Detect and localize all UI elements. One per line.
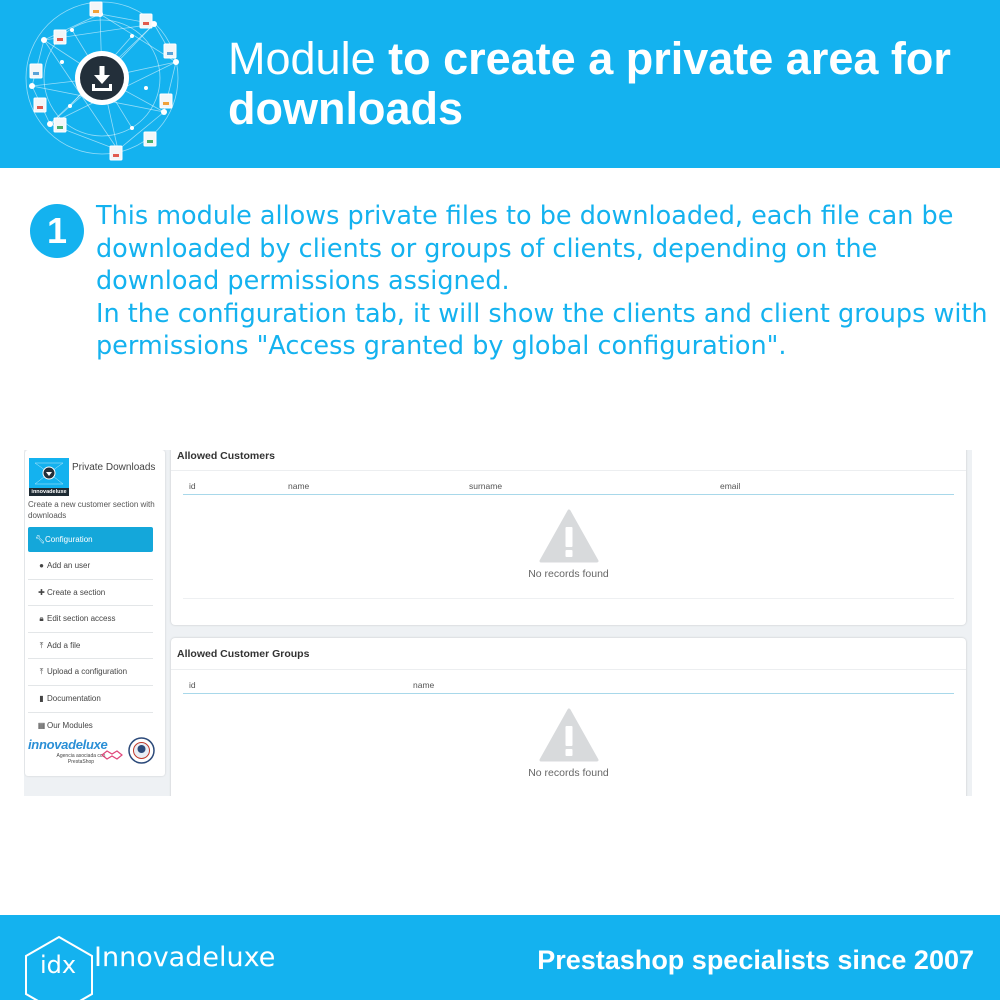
module-logo-network-icon <box>29 458 69 488</box>
partner-brand: innovadeluxe <box>28 737 108 752</box>
partner-subtitle: Agencia asociada con PrestaShop <box>56 753 106 765</box>
menu-item-add-file[interactable] <box>28 633 153 660</box>
menu-item-edit-section-access[interactable] <box>28 606 153 633</box>
menu-item-label: Documentation <box>47 693 101 703</box>
step-paragraph-2: In the configuration tab, it will show the clients and client groups with permissions "Access granted by global configuration". <box>96 298 988 361</box>
menu-item-label: Configuration <box>45 535 93 544</box>
warning-icon <box>539 708 599 762</box>
partner-badges <box>28 736 156 766</box>
warning-icon <box>539 509 599 563</box>
table-header <box>183 670 954 694</box>
footer-banner <box>0 915 1000 1000</box>
page-title <box>228 34 988 134</box>
menu-item-add-user[interactable] <box>28 553 153 580</box>
menu-item-documentation[interactable] <box>28 686 153 713</box>
idx-logo <box>24 935 94 1000</box>
menu-item-configuration[interactable] <box>28 527 153 552</box>
no-records-message: No records found <box>528 767 609 779</box>
module-description: Create a new customer section with downloads <box>28 500 155 520</box>
menu-item-label: Edit section access <box>47 614 116 624</box>
user-icon: ● <box>39 561 44 570</box>
allowed-customer-groups-panel <box>171 638 966 796</box>
cubes-icon: ▦ <box>37 720 46 730</box>
module-title: Private Downloads <box>72 462 156 473</box>
page-title-light: Module <box>228 33 376 84</box>
header-banner <box>0 0 1000 168</box>
download-network-icon <box>14 0 192 168</box>
lock-icon: 🔒︎ <box>39 614 44 624</box>
step-paragraph-1: This module allows private files to be downloaded, each file can be downloaded by clients or groups of clients, depending on the download permissions assigned. <box>96 201 954 296</box>
upload-icon: ⤒ <box>39 640 44 650</box>
empty-state <box>183 694 954 796</box>
empty-state <box>183 495 954 599</box>
footer-tagline: Prestashop specialists since 2007 <box>537 945 974 975</box>
step-description <box>96 200 994 363</box>
menu-item-label: Add a file <box>47 640 81 650</box>
column-header-email[interactable]: email <box>720 481 741 491</box>
column-header-id[interactable]: id <box>189 481 196 491</box>
column-header-name[interactable]: name <box>413 680 435 690</box>
plus-icon: ✚ <box>38 587 45 597</box>
handshake-icon <box>101 748 123 762</box>
menu-item-label: Our Modules <box>47 720 93 730</box>
menu-item-label: Create a section <box>47 587 106 597</box>
prestashop-partner-icon <box>128 737 155 764</box>
brand-name: Innovadeluxe <box>94 942 276 973</box>
upload-icon: ⤒ <box>39 667 44 677</box>
module-menu <box>28 527 153 739</box>
column-header-name[interactable]: name <box>288 481 310 491</box>
panel-title: Allowed Customer Groups <box>171 638 966 670</box>
page-title-bold: to create a private area for downloads <box>228 33 951 134</box>
table-header <box>183 471 954 495</box>
module-logo-brand: innovadeluxe <box>29 488 69 496</box>
module-logo <box>29 458 69 496</box>
no-records-message: No records found <box>528 568 609 580</box>
menu-item-label: Upload a configuration <box>47 667 128 677</box>
wrench-icon: 🔧︎ <box>35 535 46 544</box>
svg-text:idx: idx <box>39 951 77 979</box>
menu-item-upload-configuration[interactable] <box>28 659 153 686</box>
module-sidebar <box>25 450 165 776</box>
menu-item-label: Add an user <box>47 561 91 570</box>
step-number-badge: 1 <box>30 204 84 258</box>
allowed-customers-panel <box>171 450 966 625</box>
menu-item-create-section[interactable] <box>28 580 153 607</box>
file-icon: ▮ <box>39 693 44 703</box>
column-header-id[interactable]: id <box>189 680 196 690</box>
column-header-surname[interactable]: surname <box>469 481 503 491</box>
panel-title: Allowed Customers <box>171 450 966 471</box>
admin-screenshot <box>24 450 972 796</box>
